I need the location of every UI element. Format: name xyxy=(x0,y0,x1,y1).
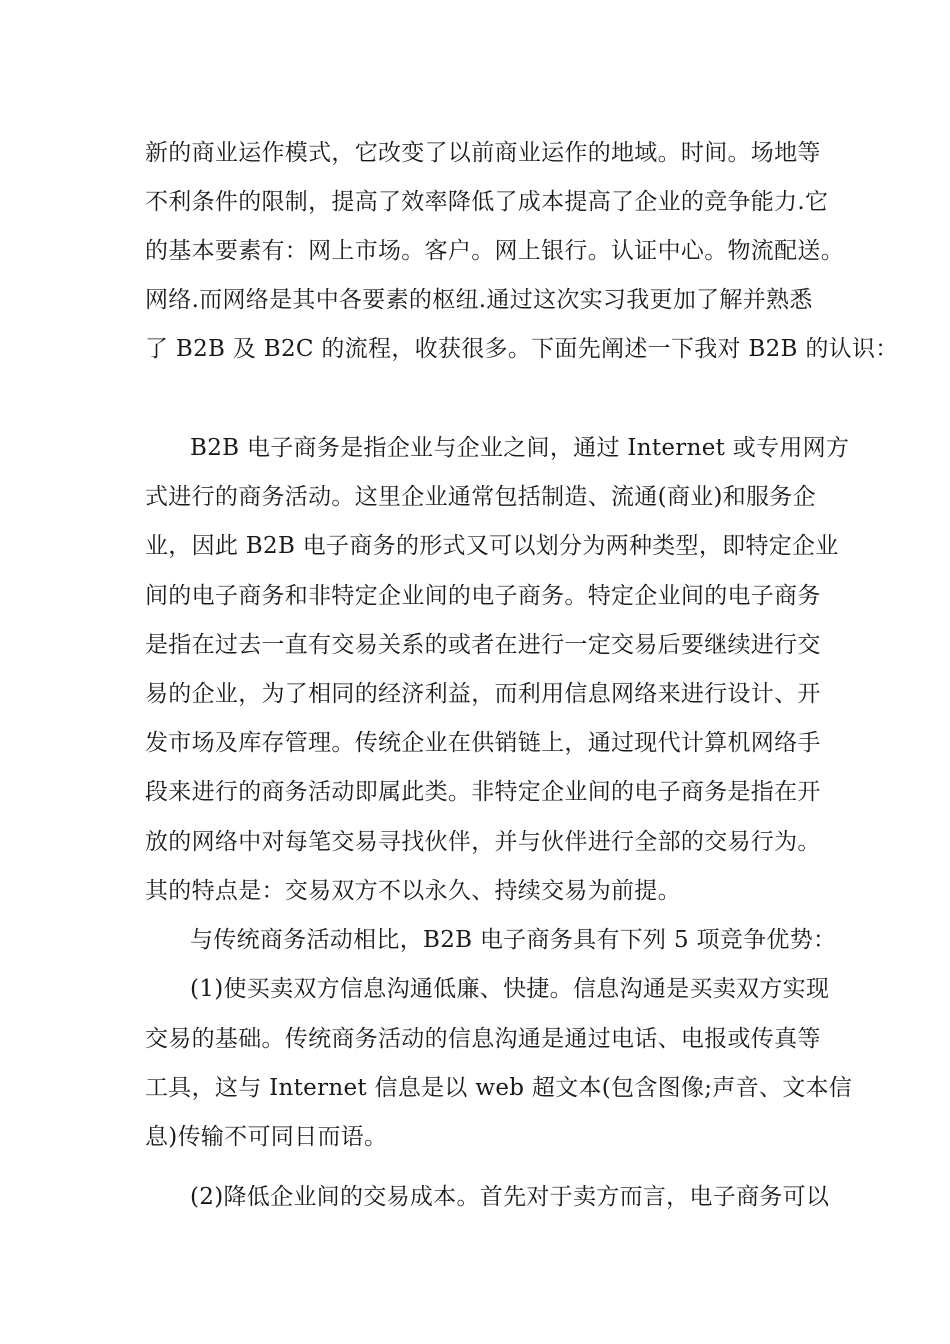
body-text-line: 放的网络中对每笔交易寻找伙伴，并与伙伴进行全部的交易行为。 xyxy=(145,829,821,855)
body-text-line: 工具，这与 Internet 信息是以 web 超文本(包含图像;声音、文本信 xyxy=(145,1075,853,1101)
body-text-line: 易的企业，为了相同的经济利益，而利用信息网络来进行设计、开 xyxy=(145,681,821,707)
body-text-line: 新的商业运作模式，它改变了以前商业运作的地域。时间。场地等 xyxy=(145,140,821,166)
body-text-line: 网络.而网络是其中各要素的枢纽.通过这次实习我更加了解并熟悉 xyxy=(145,287,813,313)
paragraph-first-line: B2B 电子商务是指企业与企业之间，通过 Internet 或专用网方 xyxy=(190,435,850,461)
paragraph-first-line: (1)使买卖双方信息沟通低廉、快捷。信息沟通是买卖双方实现 xyxy=(190,976,830,1002)
body-text-line: 是指在过去一直有交易关系的或者在进行一定交易后要继续进行交 xyxy=(145,632,821,658)
paragraph-first-line: 与传统商务活动相比，B2B 电子商务具有下列 5 项竞争优势： xyxy=(190,927,837,953)
body-text-line: 了 B2B 及 B2C 的流程，收获很多。下面先阐述一下我对 B2B 的认识： xyxy=(145,336,899,362)
body-text-line: 间的电子商务和非特定企业间的电子商务。特定企业间的电子商务 xyxy=(145,583,821,609)
body-text-line: 业，因此 B2B 电子商务的形式又可以划分为两种类型，即特定企业 xyxy=(145,533,839,559)
body-text-line: 交易的基础。传统商务活动的信息沟通是通过电话、电报或传真等 xyxy=(145,1026,821,1052)
body-text-line: 其的特点是：交易双方不以永久、持续交易为前提。 xyxy=(145,878,681,904)
body-text-line: 发市场及库存管理。传统企业在供销链上，通过现代计算机网络手 xyxy=(145,730,821,756)
body-text-line: 不利条件的限制，提高了效率降低了成本提高了企业的竞争能力.它 xyxy=(145,189,829,215)
body-text-line: 段来进行的商务活动即属此类。非特定企业间的电子商务是指在开 xyxy=(145,779,821,805)
paragraph-first-line: (2)降低企业间的交易成本。首先对于卖方而言，电子商务可以 xyxy=(190,1184,830,1210)
body-text-line: 息)传输不可同日而语。 xyxy=(145,1124,388,1150)
body-text-line: 式进行的商务活动。这里企业通常包括制造、流通(商业)和服务企 xyxy=(145,484,816,510)
body-text-line: 的基本要素有：网上市场。客户。网上银行。认证中心。物流配送。 xyxy=(145,238,844,264)
